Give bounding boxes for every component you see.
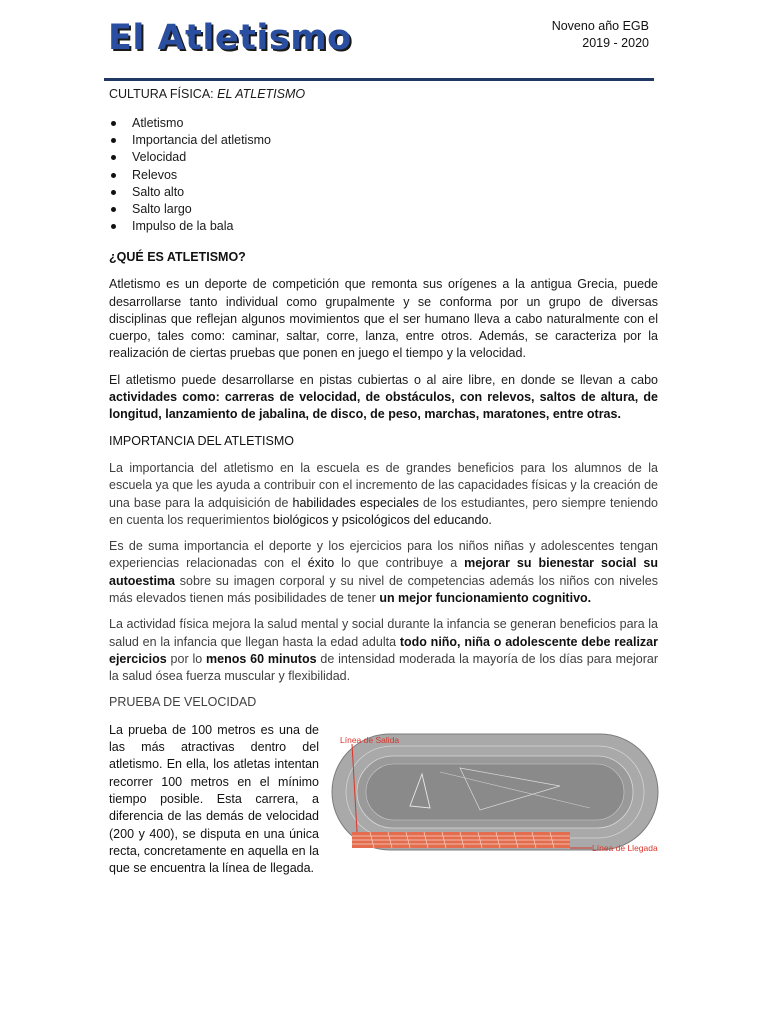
paragraph-que-es-2 (109, 372, 658, 424)
finish-line-label: Línea de Llegada (592, 842, 658, 853)
subject-line (109, 86, 658, 103)
paragraph-que-es-1: Atletismo es un deporte de competición que remonta sus orígenes a la antigua Grecia, puede desarrollarse tanto individual como grupalmente y se conforma por un grupo de diversas disciplinas que reflejan algunos movimientos que el ser humano lleva a cabo naturalmente con el cuerpo, tales como: caminar, saltar, corre, lanza, entre otros. Además, se caracteriza por la realización de ciertas pruebas que ponen en juego el tiempo y la velocidad. (109, 277, 658, 361)
grade-label: Noveno año EGB (551, 19, 649, 33)
text-run: de los estudiantes, pero siempre teniendo en cuenta los requerimientos (109, 495, 658, 527)
text-run: La importancia del atletismo en la escuela es de grandes beneficios para los alumnos de la escuela ya que les ayuda a contribuir con el incremento de las capacidades físicas y la creación de una base para la adquisición de (109, 460, 658, 510)
list-item: Salto largo (132, 201, 658, 218)
text-run: El atletismo puede desarrollarse en pistas cubiertas o al aire libre, en donde se llevan a cabo (109, 372, 658, 387)
track-image (330, 726, 660, 856)
grade-info (552, 18, 649, 52)
paragraph-velocidad: La prueba de 100 metros es una de las más atractivas dentro del atletismo. En ella, los atletas intentan recorrer 100 metros en el mínimo tiempo posible. Esta carrera, a diferencia de las demás de velocidad (200 y 400), se disputa en una única recta, concretamente en aquella en la que se encuentra la línea de llegada. (109, 722, 319, 876)
text-run: por lo (166, 651, 207, 666)
list-item: Salto alto (132, 184, 658, 201)
dark-run: éxito (307, 556, 335, 571)
section-heading-que-es: ¿QUÉ ES ATLETISMO? (109, 249, 246, 264)
paragraph-importancia-2 (109, 538, 658, 607)
section-heading-importancia: IMPORTANCIA DEL ATLETISMO (109, 433, 294, 448)
start-line-label: Línea de Salida (340, 734, 400, 745)
document-body (109, 86, 658, 892)
list-item: Velocidad (132, 149, 658, 166)
paragraph-importancia-1 (109, 460, 658, 529)
bold-run: un mejor funcionamiento cognitivo. (379, 591, 592, 605)
bold-run: menos 60 minutos (206, 651, 317, 666)
subject-label: CULTURA FÍSICA: (109, 87, 214, 101)
dark-run: biológicos y psicológicos del educando. (272, 512, 492, 527)
topics-list (109, 115, 658, 235)
subject-topic: EL ATLETISMO (217, 87, 306, 101)
list-item: Impulso de la bala (132, 218, 658, 235)
list-item: Importancia del atletismo (132, 132, 658, 149)
paragraph-importancia-3 (109, 616, 658, 685)
velocidad-section (109, 722, 658, 892)
header-divider (104, 78, 654, 81)
text-run: Es de suma importancia el deporte y los ejercicios para los niños niñas y adolescentes tengan experiencias relacionadas con el (109, 539, 658, 571)
bold-run: todo niño, niña o adolescente debe realizar ejercicios (109, 634, 658, 666)
list-item: Relevos (132, 167, 658, 184)
document-title: El Atletismo (108, 18, 352, 58)
text-run: La actividad física mejora la salud mental y social durante la infancia se generan beneficios para la salud en la infancia que llegan hasta la edad adulta (109, 617, 658, 649)
bold-run: actividades como: carreras de velocidad, de obstáculos, con relevos, saltos de altura, de longitud, lanzamiento de jabalina, de disco, de peso, marchas, maratones, entre otras. (109, 390, 658, 422)
text-run: lo que contribuye a (334, 556, 465, 571)
text-run: sobre su imagen corporal y su nivel de competencias además los niños con niveles más elevados tienen más posibilidades de tener (109, 573, 658, 605)
school-years: 2019 - 2020 (582, 36, 649, 50)
dark-run: habilidades especiales (292, 495, 419, 510)
list-item: Atletismo (132, 115, 658, 132)
section-heading-velocidad: PRUEBA DE VELOCIDAD (109, 695, 257, 710)
bold-run: mejorar su bienestar social su autoestima (109, 556, 658, 588)
text-run: de intensidad moderada la mayoría de los días para mejorar la salud ósea fuerza muscular y flexibilidad. (109, 651, 658, 684)
